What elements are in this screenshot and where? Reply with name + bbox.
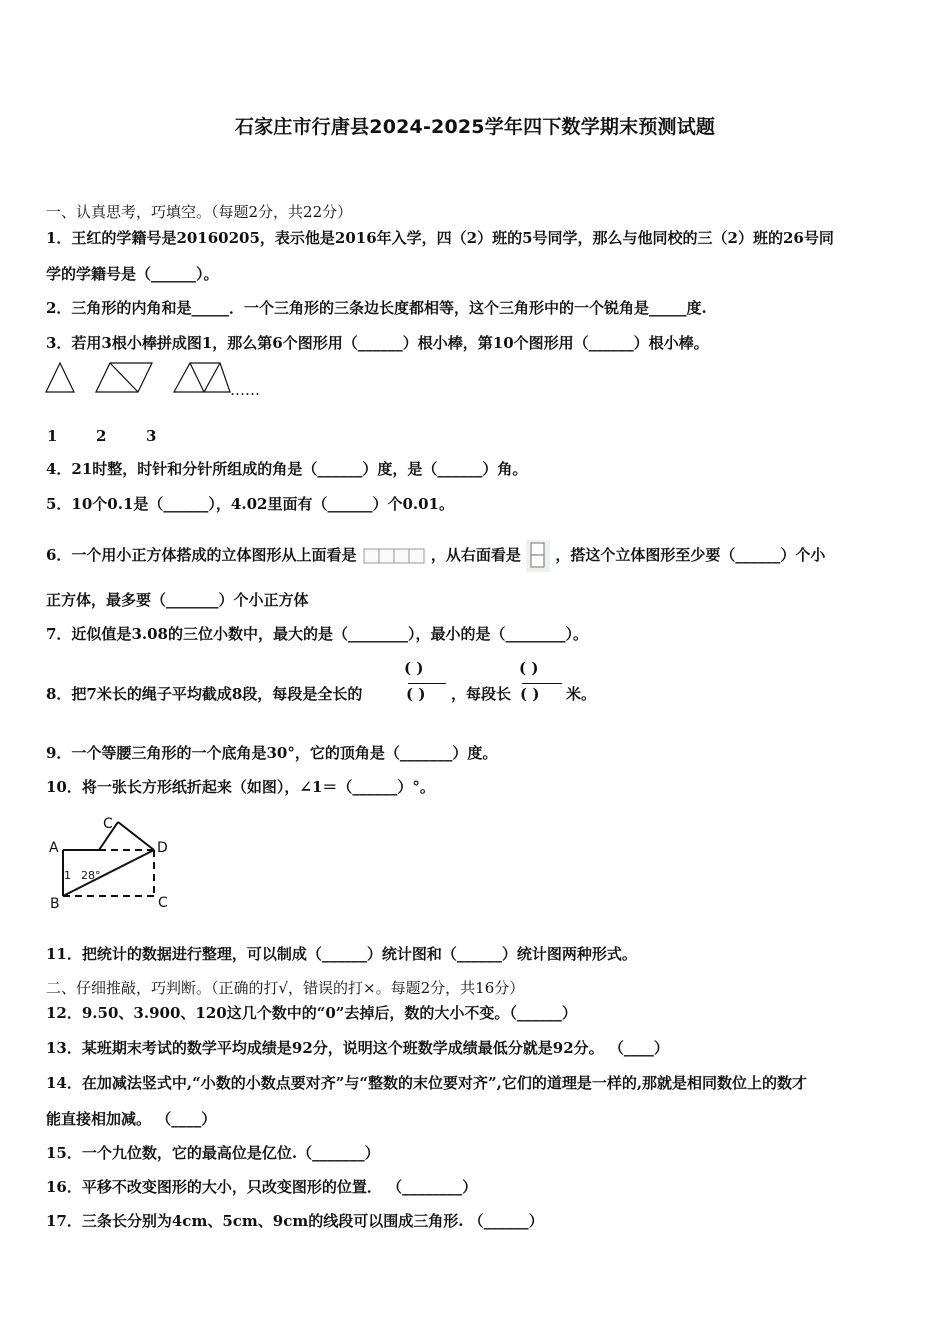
q14-line1: 14．在加减法竖式中,“小数的小数点要对齐”与“整数的末位要对齐”,它们的道理是一样的,那就是相同数位上的数才 (46, 1074, 808, 1092)
q8-fraction1-denominator: ( ) (406, 685, 426, 703)
q17: 17．三条长分别为4cm、5cm、9cm的线段可以围成三角形. （______） (46, 1212, 544, 1230)
label-A: A (49, 840, 59, 856)
label-D: D (157, 840, 168, 856)
q10: 10．将一张长方形纸折起来（如图），∠1＝（______）°。 (46, 778, 435, 796)
q16: 16．平移不改变图形的大小，只改变图形的位置． （________） (46, 1178, 478, 1196)
label-C-bottom: C (158, 895, 168, 911)
diagonal-B-D (63, 850, 154, 896)
q6-part1: 6．一个用小正方体搭成的立体图形从上面看是 (46, 546, 357, 564)
triangle-figure-3-inner-right (204, 363, 220, 392)
triangle-figure-1 (46, 363, 74, 392)
q3-triangles-figure (44, 360, 234, 396)
triangle-figure-2-diagonal (110, 363, 138, 392)
section2-heading: 二、仔细推敲，巧判断。（正确的打√，错误的打×。每题2分，共16分） (46, 979, 525, 997)
q3-label-3: 3 (146, 427, 157, 445)
q8-part3: 米。 (566, 685, 597, 703)
q3-label-1: 1 (47, 427, 58, 445)
q6-line2: 正方体，最多要（_______）个小正方体 (46, 591, 309, 609)
triangle-figure-3-inner-left (190, 363, 204, 392)
q1-line2: 学的学籍号是（______）。 (46, 265, 219, 283)
q6-part2: ，从右面看是 (430, 546, 521, 564)
q3-ellipsis: …… (230, 381, 260, 399)
label-C-top: C (103, 816, 113, 832)
top-view-figure (362, 545, 426, 567)
edge-C-D (118, 822, 154, 850)
q7: 7．近似值是3.08的三位小数中，最大的是（________），最小的是（________）。 (46, 625, 588, 643)
q8-part2: ，每段长 (451, 685, 512, 703)
q15: 15．一个九位数，它的最高位是亿位.（_______） (46, 1144, 380, 1162)
q3: 3．若用3根小棒拼成图1，那么第6个图形用（______）根小棒，第10个图形用（______）根小棒。 (46, 334, 709, 352)
q9: 9．一个等腰三角形的一个底角是30°，它的顶角是（_______）度。 (46, 744, 498, 762)
q1-line1: 1．王红的学籍号是20160205，表示他是2016年入学，四（2）班的5号同学，那么与他同校的三（2）班的26号同 (46, 229, 834, 247)
q6-part3: ，搭这个立体图形至少要（______）个小 (555, 546, 826, 564)
q13: 13．某班期末考试的数学平均成绩是92分，说明这个班数学成绩最低分就是92分。 （____） (46, 1039, 669, 1057)
label-angle-1: 1 (64, 869, 71, 882)
page-title: 石家庄市行唐县2024-2025学年四下数学期末预测试题 (234, 116, 716, 138)
section1-heading: 一、认真思考，巧填空。（每题2分，共22分） (46, 203, 353, 221)
q4: 4．21时整，时针和分针所组成的角是（______）度，是（______）角。 (46, 460, 528, 478)
right-view-figure (526, 540, 550, 572)
label-B: B (50, 896, 60, 912)
q5: 5．10个0.1是（______），4.02里面有（______）个0.01。 (46, 495, 454, 513)
q8-fraction2-numerator: ( ) (519, 659, 539, 677)
q8-part1: 8．把7米长的绳子平均截成8段，每段是全长的 (46, 685, 363, 703)
q11: 11．把统计的数据进行整理，可以制成（______）统计图和（______）统计图两种形式。 (46, 945, 637, 963)
q2: 2．三角形的内角和是_____．一个三角形的三条边长度都相等，这个三角形中的一个锐角是_____度. (46, 299, 707, 317)
q8-fraction1-numerator: ( ) (404, 659, 424, 677)
q6-line1 (46, 540, 825, 572)
q12: 12．9.50、3.900、120这几个数中的“0”去掉后，数的大小不变。（______） (46, 1004, 577, 1022)
q3-label-2: 2 (96, 427, 107, 445)
label-angle-28: 28° (81, 869, 101, 882)
q8-fraction2-denominator: ( ) (520, 685, 540, 703)
q14-line2: 能直接相加减。 （____） (46, 1110, 217, 1128)
q10-folded-rectangle-figure (44, 810, 179, 915)
